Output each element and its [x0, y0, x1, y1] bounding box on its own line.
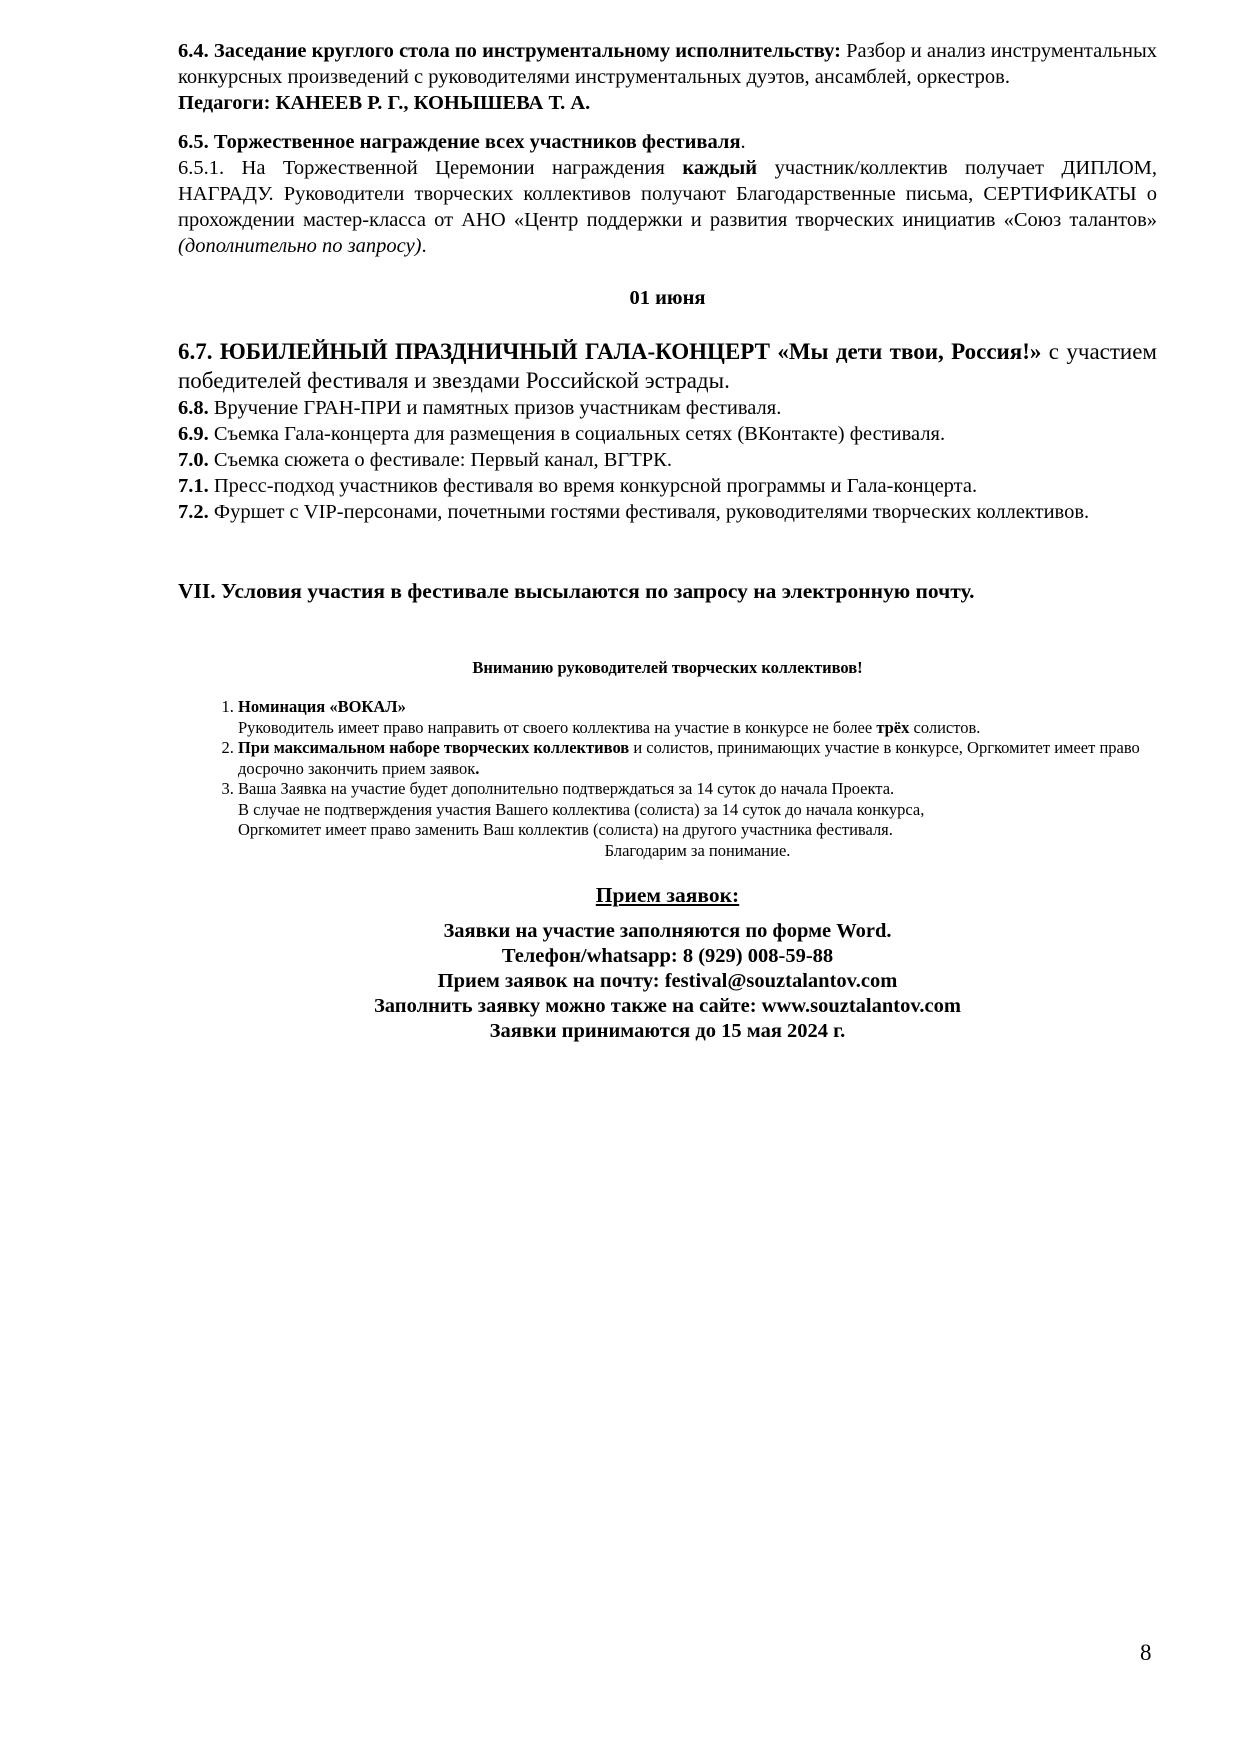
item-text: Съемка сюжета о фестивале: Первый канал, ВГТРК. [213, 449, 672, 471]
section-6-5-1-part-b: участник/коллектив получает ДИПЛОМ, НАГРАДУ. Руководители творческих коллективов получают Благодарственные письма, СЕРТИФИКАТЫ о прохождении мастер-класса от АНО «Центр поддержки и развития творческих инициатив «Союз талантов» [178, 157, 1158, 231]
section-7-heading: VII. Условия участия в фестивале высылаются по запросу на электронную почту. [178, 579, 975, 603]
contacts-line-email: Прием заявок на почту: festival@souztalantov.com [437, 970, 898, 992]
section-6-5-1-italic: (дополнительно по запросу) [178, 235, 422, 257]
item-number: 7.0. [178, 449, 209, 471]
item-number: 7.2. [178, 501, 209, 523]
section-6-5-title [178, 129, 1157, 155]
notice-item-2-end: . [475, 758, 480, 778]
notice-item-1-title: Номинация «ВОКАЛ» [238, 697, 406, 716]
notice-item-2-bold: При максимальном наборе творческих коллективов [238, 738, 630, 757]
section-6-5-title-text: 6.5. Торжественное награждение всех участников фестиваля [178, 131, 741, 153]
date-heading: 01 июня [629, 287, 706, 309]
teachers-label: Педагоги: [178, 92, 271, 114]
section-6-5-title-end: . [740, 131, 746, 153]
item-number: 6.9. [178, 423, 209, 445]
list-item [178, 421, 1157, 447]
list-item [178, 499, 1157, 525]
notice-item-3-line-2: В случае не подтверждения участия Вашего коллектива (солиста) за 14 суток до начала конкурса, [238, 799, 925, 819]
section-6-4-title: Заседание круглого стола по инструментальному исполнительству: [213, 40, 841, 62]
contacts-line-form: Заявки на участие заполняются по форме Word. [443, 920, 892, 942]
notice-list [178, 697, 1157, 841]
section-6-7-title: 6.7. ЮБИЛЕЙНЫЙ ПРАЗДНИЧНЫЙ ГАЛА-КОНЦЕРТ «Мы дети твои, Россия!» [178, 339, 1042, 364]
page-number: 8 [1140, 1640, 1152, 1665]
teachers-names: КАНЕЕВ Р. Г., КОНЫШЕВА Т. А. [275, 92, 591, 114]
notice-item-1-text-b: солистов. [913, 717, 981, 737]
notice-thanks: Благодарим за понимание. [604, 840, 791, 860]
contacts-line-deadline: Заявки принимаются до 15 мая 2024 г. [489, 1020, 846, 1042]
notice-item-2-text: и солистов, принимающих участие в конкурсе, Оргкомитет имеет право досрочно закончить прием заявок [238, 738, 1140, 778]
item-text: Фуршет с VIP-персонами, почетными гостями фестиваля, руководителями творческих коллективов. [213, 501, 1090, 523]
list-item [178, 473, 1157, 499]
item-number: 6.8. [178, 397, 209, 419]
item-number: 7.1. [178, 475, 209, 497]
section-6-5-1-bold: каждый [682, 157, 758, 179]
section-6-5-1 [178, 155, 1157, 259]
teachers-line [178, 90, 1157, 116]
section-6-4-text: Разбор и анализ инструментальных конкурсных произведений с руководителями инструментальных дуэтов, ансамблей, оркестров. [178, 40, 1157, 88]
section-6-7-text: с участием победителей фестиваля и звездами Российской эстрады. [178, 339, 1157, 393]
section-6-7 [178, 337, 1157, 395]
section-6-4 [178, 38, 1157, 90]
notice-title: Вниманию руководителей творческих коллективов! [472, 658, 863, 677]
section-6-5-1-end: . [421, 235, 427, 257]
item-text: Вручение ГРАН-ПРИ и памятных призов участникам фестиваля. [213, 397, 782, 419]
notice-item-3 [238, 779, 1157, 841]
item-text: Съемка Гала-концерта для размещения в социальных сетях (ВКонтакте) фестиваля. [213, 423, 946, 445]
notice-item-3-line-3: Оргкомитет имеет право заменить Ваш коллектив (солиста) на другого участника фестиваля. [238, 820, 893, 839]
item-text: Пресс-подход участников фестиваля во время конкурсной программы и Гала-концерта. [213, 475, 978, 497]
section-6-5-1-part-a: 6.5.1. На Торжественной Церемонии награждения [178, 157, 665, 179]
notice-item-1-text-a: Руководитель имеет право направить от своего коллектива на участие в конкурсе не более [238, 717, 873, 737]
notice-item-1-bold: трёх [876, 717, 910, 737]
contacts-line-phone: Телефон/whatsapp: 8 (929) 008-59-88 [501, 945, 834, 967]
notice-item-2 [238, 738, 1157, 779]
contacts-heading: Прием заявок: [595, 883, 740, 907]
list-item [178, 395, 1157, 421]
list-item [178, 447, 1157, 473]
notice-item-3-line-1: Ваша Заявка на участие будет дополнительно подтверждаться за 14 суток до начала Проекта. [238, 779, 895, 798]
notice-item-1 [238, 697, 1157, 738]
contacts-line-website: Заполнить заявку можно также на сайте: www.souztalantov.com [373, 995, 961, 1017]
document-page [178, 38, 1157, 1044]
section-6-4-number: 6.4. [178, 40, 209, 62]
